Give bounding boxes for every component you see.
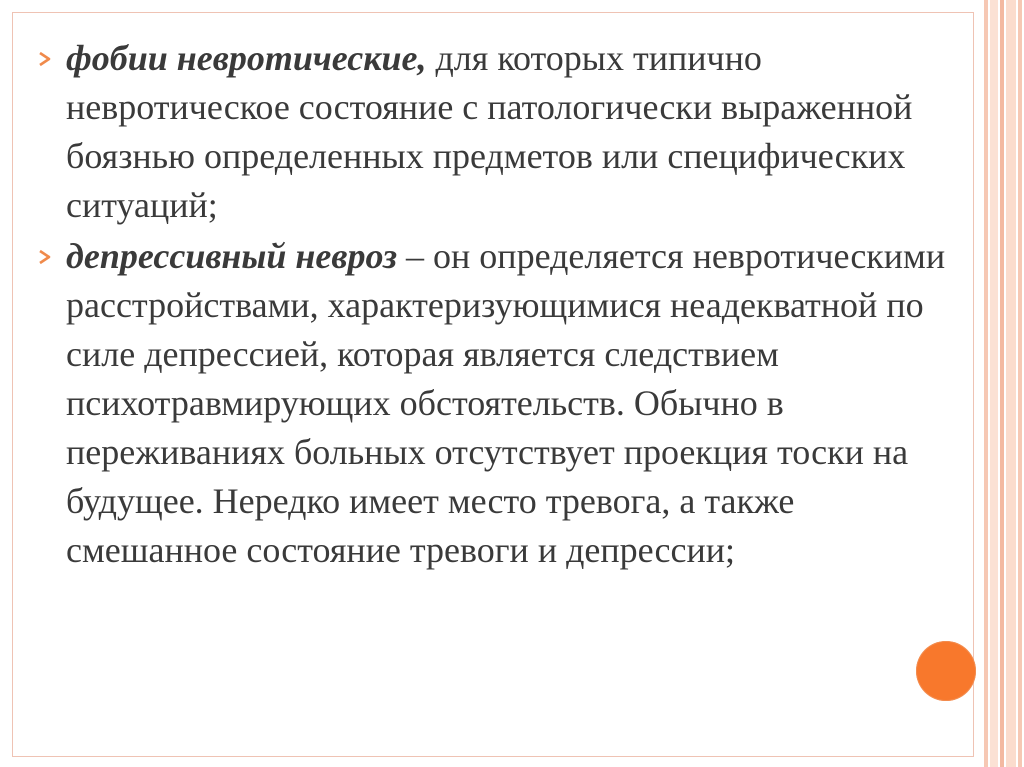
bullet-term: фобии невротические, (66, 38, 427, 78)
bullet-term: депрессивный невроз (66, 236, 398, 276)
stripe (1006, 0, 1016, 767)
decorative-stripes (984, 0, 1024, 767)
bullet-text: – он определяется невротическими расстройствами, характеризующимися неадекватной по силе депрессией, которая является следствием психотравмирующих обстоятельств. Обычно в переживаниях больных отсутствует проекция тоски на будущее. Нередко имеет место тревога, а также смешанное состояние тревоги и депрессии; (66, 236, 946, 570)
stripe (1018, 0, 1022, 767)
chevron-right-icon (34, 34, 56, 83)
orange-circle-decoration (916, 641, 976, 701)
bullet-item-phobias (34, 34, 964, 230)
slide-content (34, 34, 964, 577)
stripe (984, 0, 988, 767)
stripe (1000, 0, 1004, 767)
bullet-item-depressive-neurosis (34, 232, 964, 575)
stripe (990, 0, 998, 767)
bullet-text: для которых типично невротическое состояние с патологически выраженной боязнью определенных предметов или специфических ситуаций; (66, 38, 913, 225)
chevron-right-icon (34, 232, 56, 281)
